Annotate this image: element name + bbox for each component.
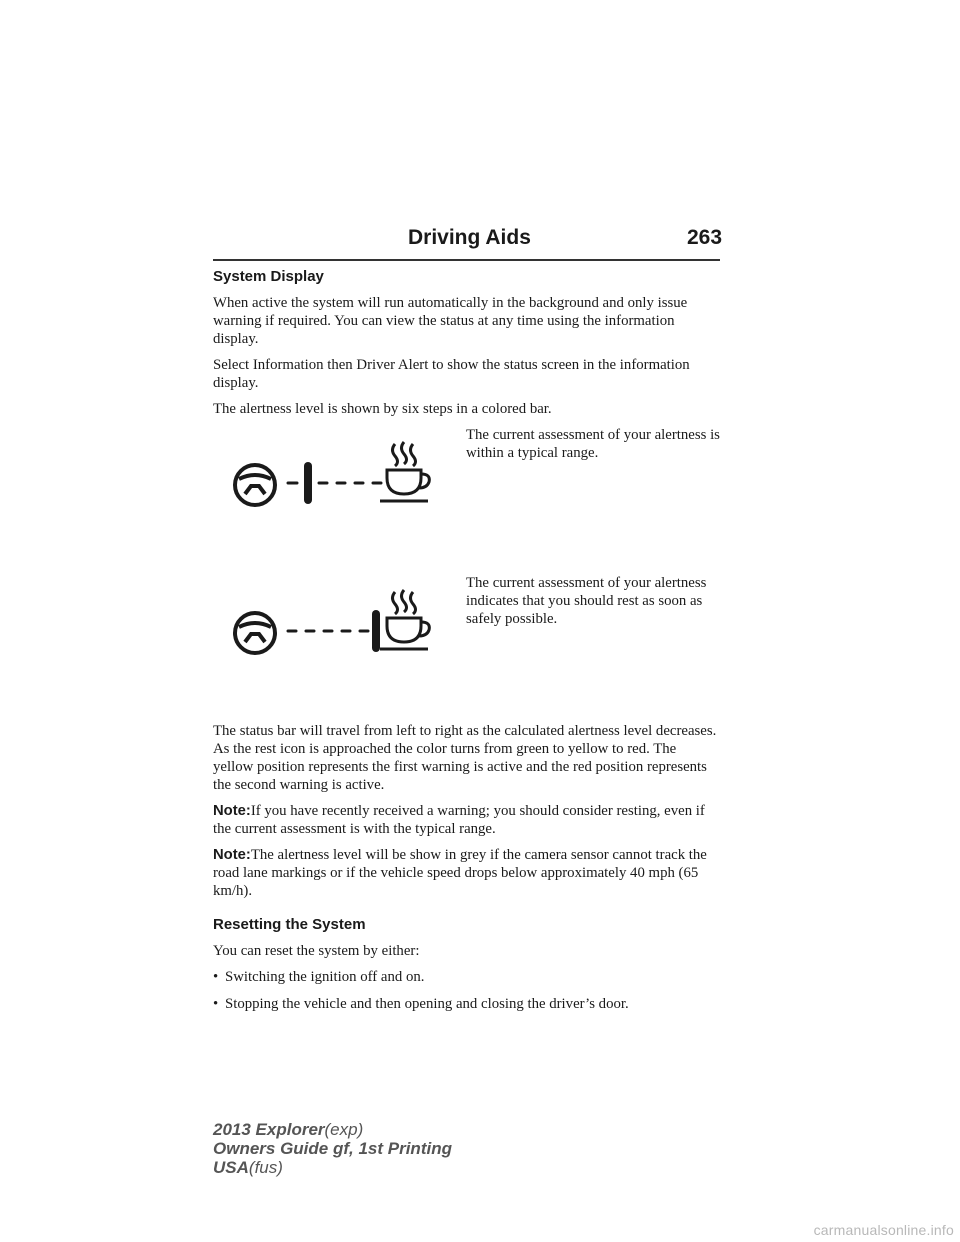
- bullet-marker: •: [213, 996, 219, 1012]
- paragraph-reset-intro: You can reset the system by either:: [213, 943, 420, 959]
- footer-model-code: (exp): [324, 1120, 364, 1139]
- page-number: 263: [687, 226, 723, 249]
- steering-wheel-icon: [235, 613, 275, 653]
- note-grey-level: [213, 846, 720, 900]
- section-title: Driving Aids: [408, 226, 531, 249]
- paragraph-active-system: When active the system will run automatically in the background and only issue warning if required. You can view the status at any time using the information display.: [213, 295, 688, 347]
- note-text: The alertness level will be show in grey if the camera sensor cannot track the road lane markings or if the vehicle speed drops below approximately 40 mph (65 km/h).: [213, 847, 707, 899]
- alertness-bar: [288, 614, 376, 648]
- list-item-text: Stopping the vehicle and then opening and closing the driver’s door.: [225, 996, 629, 1012]
- bullet-marker: •: [213, 969, 219, 985]
- note-label: Note:: [213, 803, 251, 819]
- caption-typical-range: The current assessment of your alertness is within a typical range.: [466, 427, 720, 461]
- figure-rest-warning: [213, 574, 720, 714]
- note-label: Note:: [213, 847, 251, 863]
- footer-model: 2013 Explorer: [213, 1120, 325, 1139]
- footer-guide: Owners Guide gf, 1st Printing: [213, 1139, 452, 1158]
- figure-typical-range: [213, 426, 720, 566]
- watermark-link[interactable]: carmanualsonline.info: [813, 1222, 954, 1238]
- coffee-cup-icon: [380, 442, 429, 501]
- steering-wheel-icon: [235, 465, 275, 505]
- caption-rest-warning: The current assessment of your alertness indicates that you should rest as soon as safely possible.: [466, 575, 707, 627]
- paragraph-alertness-steps: The alertness level is shown by six steps in a colored bar.: [213, 401, 552, 417]
- driver-alert-rest-graphic: [231, 584, 431, 674]
- document-footer: [213, 1120, 452, 1177]
- footer-market-code: (fus): [248, 1158, 283, 1177]
- coffee-cup-icon: [380, 590, 429, 649]
- page-content: [213, 268, 720, 1022]
- list-item: [213, 995, 720, 1013]
- resetting-heading: Resetting the System: [213, 916, 366, 933]
- list-item-text: Switching the ignition off and on.: [225, 969, 425, 985]
- driver-alert-typical-graphic: [231, 436, 431, 526]
- note-text: If you have recently received a warning; you should consider resting, even if the current assessment is with the typical range.: [213, 803, 705, 837]
- alertness-bar: [288, 466, 381, 500]
- paragraph-status-bar: The status bar will travel from left to right as the calculated alertness level decreases. As the rest icon is approached the color turns from green to yellow to red. The yellow position represents the first warning is active and the red position represents the second warning is active.: [213, 723, 717, 793]
- footer-market: USA: [213, 1158, 249, 1177]
- list-item: [213, 968, 720, 986]
- header-divider: [213, 259, 720, 261]
- note-recent-warning: [213, 802, 720, 838]
- system-display-heading: System Display: [213, 268, 324, 285]
- paragraph-select-information: Select Information then Driver Alert to show the status screen in the information display.: [213, 357, 690, 391]
